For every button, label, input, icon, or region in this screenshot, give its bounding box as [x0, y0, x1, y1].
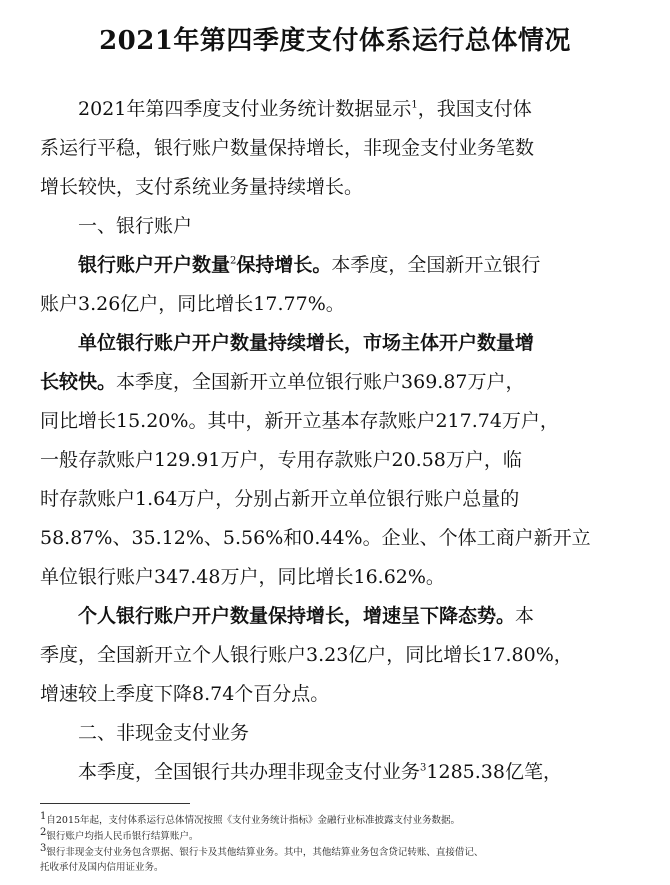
- intro-line-1: [78, 94, 532, 121]
- intro-text-a: 2021年第四季度支付业务统计数据显示: [78, 98, 412, 120]
- p1-line-1: [78, 250, 540, 277]
- footnote-1-text: 自2015年起，支付体系运行总体情况按照《支付业务统计指标》金融行业标准披露支付业务数据。: [46, 815, 461, 827]
- p1-bold-b: 保持增长。: [236, 254, 332, 276]
- p2-bold-l2: 长较快。: [40, 371, 117, 393]
- p3-line-2: 季度，全国新开立个人银行账户3.23亿户，同比增长17.80%，: [40, 644, 573, 666]
- p3-bold: 个人银行账户开户数量保持增长，增速呈下降态势。: [78, 605, 516, 627]
- intro-line-3: 增长较快，支付系统业务量持续增长。: [40, 176, 364, 198]
- p4-text-b: 1285.38亿笔，: [426, 761, 562, 783]
- section-heading-accounts: 一、银行账户: [78, 215, 193, 237]
- footnote-3-mark: 3: [40, 843, 47, 854]
- p3-line-3: 增速较上季度下降8.74个百分点。: [40, 683, 330, 705]
- footnote-2: [40, 827, 198, 842]
- p2-line-3: 同比增长15.20%。其中，新开立基本存款账户217.74万户，: [40, 410, 559, 432]
- footnote-divider: [40, 803, 190, 804]
- p2-line-6: 58.87%、35.12%、5.56%和0.44%。企业、个体工商户新开立: [40, 527, 591, 549]
- p2-line-7: 单位银行账户347.48万户，同比增长16.62%。: [40, 566, 445, 588]
- p2-line-5: 时存款账户1.64万户，分别占新开立单位银行账户总量的: [40, 488, 520, 510]
- p4-text-a: 本季度，全国银行共办理非现金支付业务: [78, 761, 421, 783]
- footnote-3: [40, 843, 483, 858]
- intro-text-b: ，我国支付体: [417, 98, 532, 120]
- p3-line-1: [78, 601, 534, 628]
- p2-line-2: [40, 367, 525, 394]
- page-title: 2021年第四季度支付体系运行总体情况: [99, 26, 571, 56]
- footnote-ref-3: 3: [420, 762, 427, 774]
- footnote-3-text: 银行非现金支付业务包含票据、银行卡及其他结算业务。其中，其他结算业务包含贷记转账、直接借记、: [46, 847, 484, 859]
- footnote-1: [40, 811, 460, 826]
- p2-line-4: 一般存款账户129.91万户，专用存款账户20.58万户，临: [40, 449, 522, 471]
- footnote-3-continued: 托收承付及国内信用证业务。: [40, 862, 164, 873]
- p2-line-1: 单位银行账户开户数量持续增长，市场主体开户数量增: [78, 332, 535, 354]
- footnote-ref-1: 1: [411, 99, 418, 111]
- p3-text: 本: [515, 605, 535, 627]
- p1-line-2: 账户3.26亿户，同比增长17.77%。: [40, 293, 345, 315]
- footnote-ref-2: 2: [230, 255, 237, 267]
- p1-text: 本季度，全国新开立银行: [331, 254, 541, 276]
- intro-line-2: 系运行平稳，银行账户数量保持增长，非现金支付业务笔数: [40, 137, 535, 159]
- p2-text: 本季度，全国新开立单位银行账户369.87万户，: [116, 371, 525, 393]
- footnote-1-mark: 1: [40, 811, 47, 822]
- section-heading-noncash: 二、非现金支付业务: [78, 722, 250, 744]
- p1-bold-a: 银行账户开户数量: [78, 254, 231, 276]
- footnote-2-text: 银行账户均指人民币银行结算账户。: [46, 831, 199, 843]
- footnote-2-mark: 2: [40, 827, 47, 838]
- p4-line-1: [78, 757, 562, 784]
